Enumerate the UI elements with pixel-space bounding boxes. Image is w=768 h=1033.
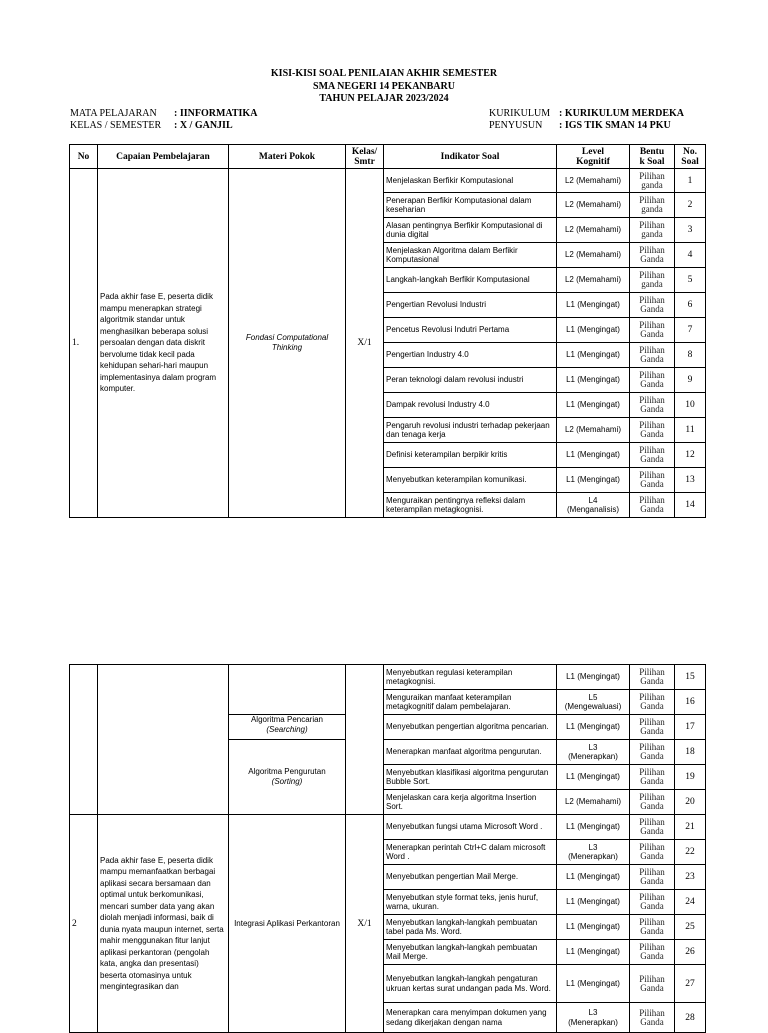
- bentuk-line1: Pilihan: [639, 245, 665, 255]
- bentuk-line1: Pilihan: [639, 470, 665, 480]
- level-cell: [557, 890, 630, 915]
- level-cell: [557, 665, 630, 690]
- nomor-soal-cell: 22: [675, 840, 706, 865]
- level-text: L2 (Memahami): [564, 225, 621, 235]
- bentuk-cell: [630, 318, 675, 343]
- level-cell: [557, 368, 630, 393]
- nomor-soal-cell: 1: [675, 169, 706, 193]
- bentuk-cell: [630, 865, 675, 890]
- col-indikator: Indikator Soal: [384, 145, 557, 169]
- bentuk-cell: [630, 393, 675, 418]
- col-capaian: Capaian Pembelajaran: [98, 145, 229, 169]
- bentuk-line1: Pilihan: [639, 942, 665, 952]
- indikator-cell: Menjelaskan Algoritma dalam Berfikir Komputasional: [384, 243, 557, 268]
- level-cell: [557, 493, 630, 518]
- bentuk-line1: Pilihan: [639, 717, 665, 727]
- nomor-soal-cell: 20: [675, 790, 706, 815]
- level-cell: [557, 443, 630, 468]
- bentuk-line2: Ganda: [640, 951, 664, 961]
- bentuk-line1: Pilihan: [639, 842, 665, 852]
- materi-pokok-cont: [229, 665, 346, 715]
- bentuk-cell: [630, 940, 675, 965]
- level-text: L1 (Mengingat): [566, 922, 620, 932]
- col-kelas: Kelas/ Smtr: [346, 145, 384, 169]
- kelas-value: : X / GANJIL: [174, 120, 233, 131]
- bentuk-line2: Ganda: [640, 454, 664, 464]
- level-text: L1 (Mengingat): [566, 475, 620, 485]
- bentuk-cell: [630, 493, 675, 518]
- nomor-soal-cell: 15: [675, 665, 706, 690]
- bentuk-line1: Pilihan: [639, 220, 665, 230]
- bentuk-line1: Pilihan: [639, 445, 665, 455]
- level-text: L2 (Memahami): [564, 250, 621, 260]
- level-text: L1 (Mengingat): [566, 772, 620, 782]
- indikator-cell: Menguraikan pentingnya refleksi dalam keterampilan metagkognisi.: [384, 493, 557, 518]
- level-desc: (Menerapkan): [568, 1017, 618, 1027]
- indikator-cell: Menyebutkan fungsi utama Microsoft Word .: [384, 815, 557, 840]
- bentuk-line2: Ganda: [640, 479, 664, 489]
- bentuk-line1: Pilihan: [639, 973, 665, 984]
- nomor-soal-cell: 12: [675, 443, 706, 468]
- nomor-soal-cell: 16: [675, 690, 706, 715]
- bentuk-line2: Ganda: [640, 379, 664, 389]
- indikator-cell: Pengertian Industry 4.0: [384, 343, 557, 368]
- indikator-cell: Menyebutkan pengertian algoritma pencarian.: [384, 715, 557, 740]
- nomor-soal-cell: 6: [675, 293, 706, 318]
- level-cell: [557, 790, 630, 815]
- bentuk-cell: [630, 740, 675, 765]
- bentuk-line2: Ganda: [640, 504, 664, 514]
- bentuk-cell: [630, 243, 675, 268]
- bentuk-cell: [630, 218, 675, 243]
- bentuk-line1: Pilihan: [639, 917, 665, 927]
- table-header-row: [70, 145, 706, 169]
- capaian-pembelajaran-2: Pada akhir fase E, peserta didik mampu memanfaatkan berbagai aplikasi secara bersamaan dan optimal untuk berkomunikasi, mencari sumber data yang akan diolah menjadi informasi, baik di dunia nyata maupun internet, serta mahir menggunakan fitur lanjut aplikasi perkantoran (pengolah kata, angka dan presentasi) beserta otomasinya untuk mengintegrasikan dan: [98, 815, 229, 1033]
- bentuk-line2: Ganda: [640, 1016, 664, 1027]
- indikator-cell: Pengertian Revolusi Industri: [384, 293, 557, 318]
- level-cell: [557, 865, 630, 890]
- bentuk-cell: [630, 368, 675, 393]
- bentuk-line2: Ganda: [640, 851, 664, 861]
- kurikulum-label: KURIKULUM: [489, 108, 551, 119]
- nomor-soal-cell: 2: [675, 193, 706, 218]
- level-cell: [557, 715, 630, 740]
- bentuk-cell: [630, 890, 675, 915]
- bentuk-cell: [630, 268, 675, 293]
- bentuk-cell: [630, 293, 675, 318]
- mapel-label: MATA PELAJARAN: [70, 108, 157, 119]
- nomor-soal-cell: 9: [675, 368, 706, 393]
- col-materi: Materi Pokok: [229, 145, 346, 169]
- bentuk-cell: [630, 765, 675, 790]
- indikator-cell: Alasan pentingnya Berfikir Komputasional di dunia digital: [384, 218, 557, 243]
- penyusun-label: PENYUSUN: [489, 120, 543, 131]
- bentuk-line1: Pilihan: [639, 345, 665, 355]
- level-code: L3: [588, 842, 598, 852]
- indikator-cell: Menyebutkan langkah-langkah pembuatan tabel pada Ms. Word.: [384, 915, 557, 940]
- level-cell: [557, 169, 630, 193]
- level-text: L1 (Mengingat): [566, 872, 620, 882]
- materi-sorting-title: Algoritma Pengurutan: [248, 767, 326, 776]
- col-no: No: [70, 145, 98, 169]
- level-cell: [557, 965, 630, 1003]
- indikator-cell: Menyebutkan style format teks, jenis huruf, warna, ukuran.: [384, 890, 557, 915]
- bentuk-cell: [630, 169, 675, 193]
- bentuk-line1: Pilihan: [639, 195, 665, 205]
- indikator-cell: Menyebutkan langkah-langkah pengaturan ukruan kertas surat undangan pada Ms. Word.: [384, 965, 557, 1003]
- bentuk-line1: Pilihan: [639, 395, 665, 405]
- meta-right: [489, 108, 684, 132]
- indikator-cell: Menerapkan cara menyimpan dokumen yang sedang dikerjakan dengan nama: [384, 1003, 557, 1033]
- bentuk-line2: ganda: [641, 179, 663, 190]
- indikator-cell: Penerapan Berfikir Komputasional dalam keseharian: [384, 193, 557, 218]
- level-cell: [557, 840, 630, 865]
- level-text: L2 (Memahami): [564, 797, 621, 807]
- nomor-soal-cell: 19: [675, 765, 706, 790]
- materi-pokok: [229, 169, 346, 518]
- indikator-cell: Menerapkan manfaat algoritma pengurutan.: [384, 740, 557, 765]
- bentuk-cell: [630, 715, 675, 740]
- level-cell: [557, 193, 630, 218]
- level-text: L2 (Memahami): [564, 200, 621, 210]
- nomor-soal-cell: 26: [675, 940, 706, 965]
- bentuk-line2: Ganda: [640, 304, 664, 314]
- bentuk-cell: [630, 790, 675, 815]
- level-cell: [557, 815, 630, 840]
- bentuk-line2: Ganda: [640, 254, 664, 264]
- kelas-semester-cont: [346, 665, 384, 815]
- penyusun-value: : IGS TIK SMAN 14 PKU: [559, 120, 671, 131]
- bentuk-line1: Pilihan: [639, 370, 665, 380]
- document-header: [0, 68, 768, 106]
- level-cell: [557, 740, 630, 765]
- level-cell: [557, 268, 630, 293]
- bentuk-cell: [630, 193, 675, 218]
- level-code: L5: [588, 692, 598, 702]
- nomor-kd: 1.: [70, 169, 98, 518]
- bentuk-cell: [630, 840, 675, 865]
- bentuk-line2: Ganda: [640, 826, 664, 836]
- level-cell: [557, 318, 630, 343]
- level-cell: [557, 690, 630, 715]
- materi-pokok-2: Integrasi Aplikasi Perkantoran: [229, 815, 346, 1033]
- bentuk-line2: ganda: [641, 229, 663, 239]
- level-text: L1 (Mengingat): [566, 947, 620, 957]
- bentuk-line1: Pilihan: [639, 867, 665, 877]
- bentuk-line2: Ganda: [640, 354, 664, 364]
- materi-searching-sub: (Searching): [266, 725, 308, 734]
- bentuk-line1: Pilihan: [639, 495, 665, 505]
- bentuk-line2: Ganda: [640, 901, 664, 911]
- nomor-soal-cell: 18: [675, 740, 706, 765]
- bentuk-line1: Pilihan: [639, 420, 665, 430]
- bentuk-line1: Pilihan: [639, 742, 665, 752]
- bentuk-cell: [630, 915, 675, 940]
- bentuk-line1: Pilihan: [639, 792, 665, 802]
- level-code: L3: [588, 742, 598, 752]
- indikator-cell: Dampak revolusi Industry 4.0: [384, 393, 557, 418]
- materi-sorting-sub: (Sorting): [271, 777, 303, 786]
- nomor-soal-cell: 17: [675, 715, 706, 740]
- bentuk-line2: Ganda: [640, 776, 664, 786]
- bentuk-line1: Pilihan: [639, 892, 665, 902]
- level-code: L4: [588, 495, 598, 505]
- nomor-soal-cell: 27: [675, 965, 706, 1003]
- level-cell: [557, 915, 630, 940]
- indikator-cell: Definisi keterampilan berpikir kritis: [384, 443, 557, 468]
- materi-sorting: [229, 740, 346, 815]
- kelas-semester-2: X/1: [346, 815, 384, 1033]
- level-text: L1 (Mengingat): [566, 300, 620, 310]
- indikator-cell: Menyebutkan pengertian Mail Merge.: [384, 865, 557, 890]
- bentuk-line2: ganda: [641, 204, 663, 214]
- table-row: [70, 665, 706, 690]
- header-title: KISI-KISI SOAL PENILAIAN AKHIR SEMESTER: [270, 68, 498, 79]
- bentuk-line1: Pilihan: [639, 817, 665, 827]
- bentuk-line1: Pilihan: [639, 692, 665, 702]
- indikator-cell: Pengaruh revolusi industri terhadap pekerjaan dan tenaga kerja: [384, 418, 557, 443]
- nomor-kd-cont: [70, 665, 98, 815]
- bentuk-cell: [630, 343, 675, 368]
- bentuk-line2: Ganda: [640, 676, 664, 686]
- nomor-soal-cell: 4: [675, 243, 706, 268]
- bentuk-line2: Ganda: [640, 926, 664, 936]
- level-text: L1 (Mengingat): [566, 672, 620, 682]
- level-text: L2 (Memahami): [564, 275, 621, 285]
- col-bentuk: Bentu k Soal: [630, 145, 675, 169]
- bentuk-cell: [630, 815, 675, 840]
- level-text: L1 (Mengingat): [566, 822, 620, 832]
- level-cell: [557, 343, 630, 368]
- nomor-soal-cell: 21: [675, 815, 706, 840]
- level-cell: [557, 393, 630, 418]
- indikator-cell: Menyebutkan keterampilan komunikasi.: [384, 468, 557, 493]
- bentuk-line2: Ganda: [640, 982, 664, 993]
- level-cell: [557, 1003, 630, 1033]
- nomor-kd-2: 2: [70, 815, 98, 1033]
- indikator-cell: Menerapkan perintah Ctrl+C dalam microsoft Word .: [384, 840, 557, 865]
- level-cell: [557, 293, 630, 318]
- level-desc: (Menganalisis): [566, 505, 620, 514]
- bentuk-line2: Ganda: [640, 801, 664, 811]
- level-cell: [557, 940, 630, 965]
- indikator-cell: Menjelaskan cara kerja algoritma Insertion Sort.: [384, 790, 557, 815]
- mapel-value: : IINFORMATIKA: [174, 108, 258, 119]
- header-year: TAHUN PELAJAR 2023/2024: [319, 93, 449, 104]
- level-desc: (Mengewaluasi): [564, 702, 622, 711]
- level-text: L2 (Memahami): [564, 425, 621, 435]
- level-text: L1 (Mengingat): [566, 375, 620, 385]
- bentuk-line2: Ganda: [640, 429, 664, 439]
- nomor-soal-cell: 14: [675, 493, 706, 518]
- nomor-soal-cell: 13: [675, 468, 706, 493]
- bentuk-line1: Pilihan: [639, 1007, 665, 1018]
- bentuk-line1: Pilihan: [639, 295, 665, 305]
- level-text: L1 (Mengingat): [566, 897, 620, 907]
- bentuk-line2: Ganda: [640, 329, 664, 339]
- level-text: L1 (Mengingat): [566, 350, 620, 360]
- level-cell: [557, 468, 630, 493]
- indikator-cell: Menyebutkan klasifikasi algoritma pengurutan Bubble Sort.: [384, 765, 557, 790]
- bentuk-line2: Ganda: [640, 701, 664, 711]
- bentuk-line2: ganda: [641, 279, 663, 289]
- level-text: L1 (Mengingat): [566, 450, 620, 460]
- bentuk-line2: Ganda: [640, 726, 664, 736]
- level-cell: [557, 418, 630, 443]
- indikator-cell: Langkah-langkah Berfikir Komputasional: [384, 268, 557, 293]
- capaian-pembelajaran: Pada akhir fase E, peserta didik mampu menerapkan strategi algoritmik standar untuk menghasilkan beberapa solusi persoalan dengan data diskrit bervolume tidak kecil pada kehidupan sehari-hari maupun implementasinya dalam program komputer.: [98, 169, 229, 518]
- meta-left: [70, 108, 257, 132]
- level-text: L1 (Mengingat): [566, 400, 620, 410]
- level-text: L1 (Mengingat): [566, 325, 620, 335]
- indikator-cell: Menguraikan manfaat keterampilan metagkognitif dalam pembelajaran.: [384, 690, 557, 715]
- bentuk-cell: [630, 468, 675, 493]
- materi-searching-title: Algoritma Pencarian: [250, 715, 324, 724]
- bentuk-line1: Pilihan: [639, 667, 665, 677]
- bentuk-line1: Pilihan: [639, 767, 665, 777]
- bentuk-cell: [630, 443, 675, 468]
- level-cell: [557, 243, 630, 268]
- indikator-cell: Peran teknologi dalam revolusi industri: [384, 368, 557, 393]
- kurikulum-value: : KURIKULUM MERDEKA: [559, 108, 684, 119]
- level-code: L3: [588, 1008, 598, 1017]
- kisi-table-1: [69, 144, 706, 518]
- level-text: L1 (Mengingat): [566, 722, 620, 732]
- nomor-soal-cell: 23: [675, 865, 706, 890]
- level-desc: (Menerapkan): [568, 752, 618, 761]
- capaian-pembelajaran-cont: [98, 665, 229, 815]
- bentuk-cell: [630, 690, 675, 715]
- level-text: L2 (Memahami): [564, 175, 621, 185]
- indikator-cell: Pencetus Revolusi Indutri Pertama: [384, 318, 557, 343]
- bentuk-line2: Ganda: [640, 751, 664, 761]
- nomor-soal-cell: 24: [675, 890, 706, 915]
- nomor-soal-cell: 7: [675, 318, 706, 343]
- kelas-label: KELAS / SEMESTER: [70, 120, 162, 131]
- table-row: [70, 815, 706, 840]
- level-text: L1 (Mengingat): [566, 978, 620, 988]
- nomor-soal-cell: 5: [675, 268, 706, 293]
- bentuk-cell: [630, 418, 675, 443]
- kelas-semester: X/1: [346, 169, 384, 518]
- bentuk-line1: Pilihan: [639, 320, 665, 330]
- kisi-table-2: [69, 664, 706, 1033]
- nomor-soal-cell: 3: [675, 218, 706, 243]
- nomor-soal-cell: 25: [675, 915, 706, 940]
- bentuk-cell: [630, 1003, 675, 1033]
- bentuk-line2: Ganda: [640, 876, 664, 886]
- table-row: [70, 169, 706, 193]
- bentuk-line2: Ganda: [640, 404, 664, 414]
- materi-searching: [229, 715, 346, 740]
- nomor-soal-cell: 8: [675, 343, 706, 368]
- bentuk-cell: [630, 965, 675, 1003]
- col-nosoal: No. Soal: [675, 145, 706, 169]
- indikator-cell: Menjelaskan Berfikir Komputasional: [384, 169, 557, 193]
- level-desc: (Menerapkan): [568, 852, 618, 861]
- level-cell: [557, 218, 630, 243]
- bentuk-cell: [630, 665, 675, 690]
- bentuk-line1: Pilihan: [639, 270, 665, 280]
- materi-text: Fondasi Computational Thinking: [245, 333, 329, 352]
- header-school: SMA NEGERI 14 PEKANBARU: [313, 80, 455, 92]
- indikator-cell: Menyebutkan langkah-langkah pembuatan Mail Merge.: [384, 940, 557, 965]
- bentuk-line1: Pilihan: [639, 170, 665, 181]
- nomor-soal-cell: 11: [675, 418, 706, 443]
- nomor-soal-cell: 10: [675, 393, 706, 418]
- indikator-cell: Menyebutkan regulasi keterampilan metagkognisi.: [384, 665, 557, 690]
- level-cell: [557, 765, 630, 790]
- col-level: Level Kognitif: [557, 145, 630, 169]
- nomor-soal-cell: 28: [675, 1003, 706, 1033]
